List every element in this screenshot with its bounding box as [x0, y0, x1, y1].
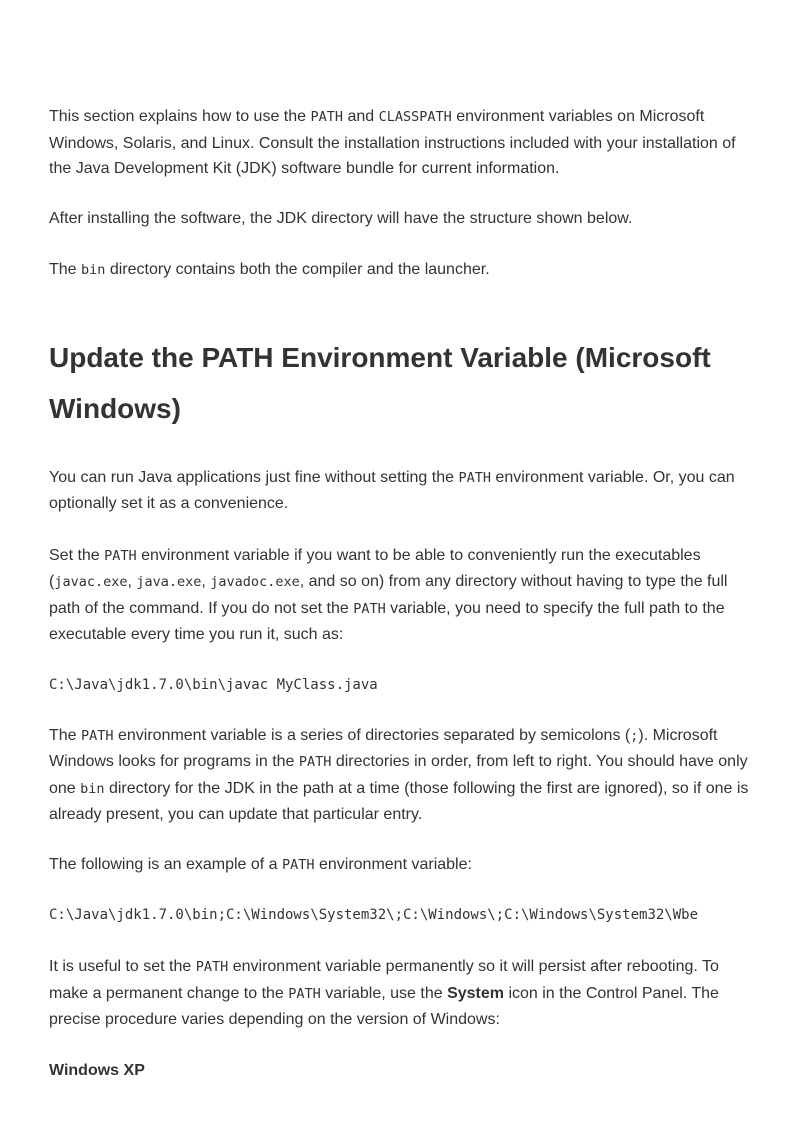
text: directories in order, from left to right. You should have only one [49, 753, 748, 797]
text: This section explains how to use the [49, 108, 311, 125]
section-heading: Update the PATH Environment Variable (Microsoft Windows) [49, 341, 711, 424]
text: environment variable: [314, 855, 472, 873]
text: directory contains both the compiler and the launcher. [105, 261, 490, 278]
code-block-path-example: C:\Java\jdk1.7.0\bin;C:\Windows\System32\;C:\Windows\;C:\Windows\System32\Wbe [49, 907, 699, 923]
code-block-javac: C:\Java\jdk1.7.0\bin\javac MyClass.java [49, 676, 378, 693]
text: You can run Java applications just fine without setting the [49, 468, 459, 486]
intro-paragraph [49, 104, 761, 182]
text: environment variable permanently so it will persist after rebooting. To make a permanent change to the [49, 958, 719, 1002]
example-intro-paragraph [49, 852, 761, 879]
text: It is useful to set the [49, 958, 196, 975]
code-path: PATH [458, 469, 491, 486]
document-page [49, 104, 761, 1083]
text: variable, you need to specify the full path to the executable every time you run it, such as: [49, 599, 725, 643]
code-path: PATH [195, 959, 229, 975]
structure-paragraph [49, 206, 761, 232]
text: , and so on) from any directory without having to type the full path of the command. If you do not set the [49, 573, 728, 617]
semicolon-paragraph [49, 723, 761, 828]
code-path: PATH [282, 856, 315, 873]
optional-path-paragraph [49, 465, 761, 517]
text: The following is an example of a [49, 855, 283, 873]
text: icon in the Control Panel. The precise procedure varies depending on the version of Windows: [49, 984, 719, 1028]
text: variable, use the [320, 984, 448, 1002]
code-path: PATH [298, 754, 332, 770]
code-bin: bin [81, 262, 106, 278]
code-bin: bin [80, 780, 105, 797]
system-bold: System [447, 984, 504, 1002]
text: , [127, 573, 137, 590]
bin-paragraph [49, 257, 761, 284]
code-java-exe: java.exe [136, 574, 202, 590]
text: ). Microsoft Windows looks for programs in the [49, 726, 718, 770]
set-path-paragraph [49, 543, 761, 648]
code-semicolon: ; [630, 727, 639, 744]
text: environment variable is a series of directories separated by semicolons ( [113, 726, 631, 744]
code-path: PATH [81, 727, 114, 744]
text: directory for the JDK in the path at a time (those following the first are ignored), so if one is already present, you can update that particular entry. [49, 779, 749, 823]
text: After installing the software, the JDK directory will have the structure shown below. [49, 209, 633, 227]
code-javadoc-exe: javadoc.exe [210, 574, 300, 590]
windows-xp-subheading: Windows XP [49, 1061, 145, 1079]
code-path: PATH [104, 547, 137, 564]
text: , [201, 573, 211, 590]
code-path: PATH [288, 985, 321, 1002]
text: The [49, 261, 82, 278]
text: environment variable. Or, you can optionally set it as a convenience. [49, 468, 735, 512]
text: environment variables on Microsoft Windows, Solaris, and Linux. Consult the installation instructions included with your installation of the Java Development Kit (JDK) software bundle for current information. [49, 108, 736, 177]
code-classpath: CLASSPATH [378, 109, 452, 125]
code-javac-exe: javac.exe [54, 574, 128, 590]
code-path: PATH [310, 109, 343, 125]
text: The [49, 726, 82, 744]
text: Set the [49, 546, 105, 564]
permanent-path-paragraph [49, 954, 761, 1033]
text: and [343, 108, 379, 125]
text: environment variable if you want to be able to conveniently run the executables ( [49, 546, 701, 590]
code-path: PATH [353, 600, 386, 617]
